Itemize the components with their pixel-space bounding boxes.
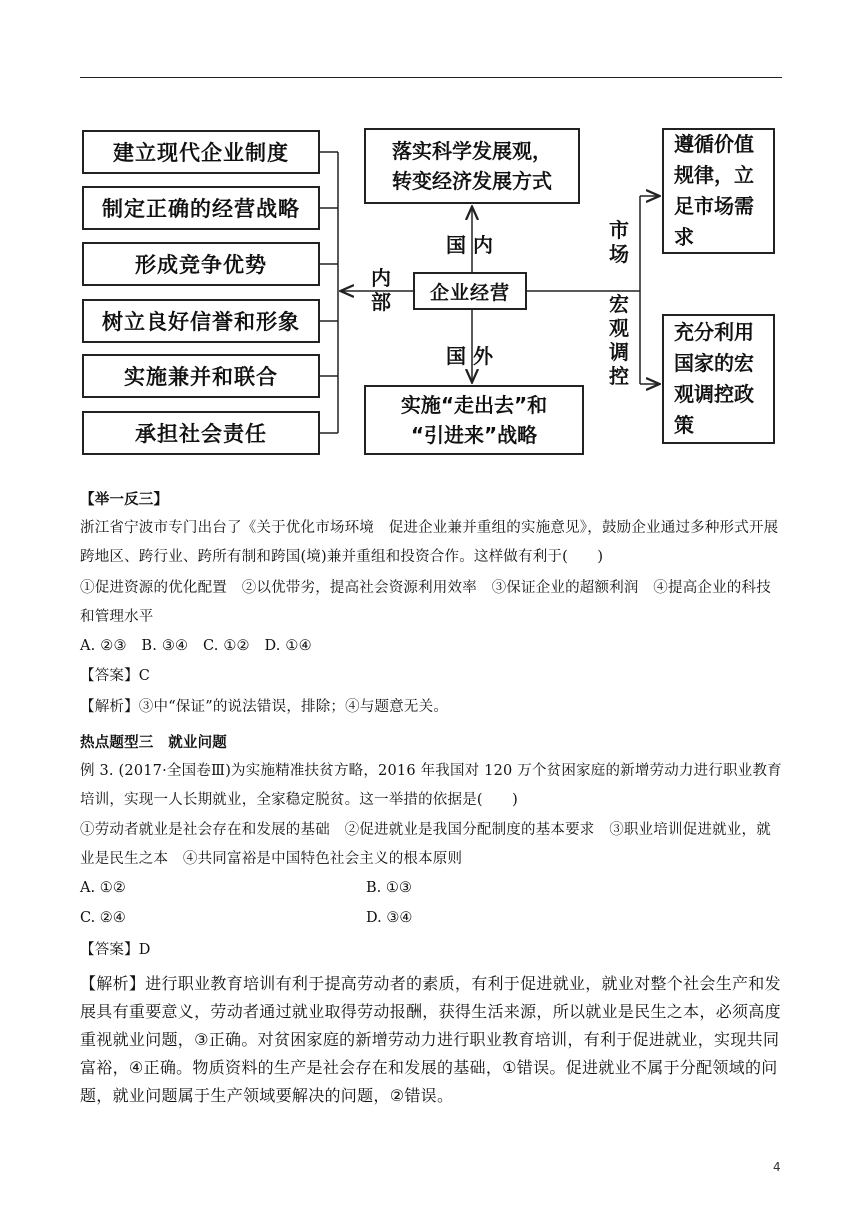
section-heading: 【举一反三】 (80, 492, 169, 508)
label-domestic: 国 内 (446, 233, 493, 257)
section-heading: 热点题型三 就业问题 (80, 735, 227, 751)
statements-text: ①劳动者就业是社会存在和发展的基础 ②促进就业是我国分配制度的基本要求 ③职业培训促进就业，就业是民生之本 ④共同富裕是中国特色社会主义的根本原则 (80, 822, 771, 867)
analysis-text: 【解析】③中“保证”的说法错误，排除；④与题意无关。 (80, 699, 449, 715)
option-a: A. ①② (80, 880, 126, 896)
diagram-item: 承担社会责任 (82, 411, 320, 455)
enterprise-operation-diagram (0, 0, 860, 470)
macro-control-box: 充分利用 国家的宏 观调控政 策 (662, 314, 775, 444)
center-box: 企业经营 (413, 272, 527, 310)
label-market: 市场 (609, 218, 629, 266)
question-text: 浙江省宁波市专门出台了《关于优化市场环境 促进企业兼并重组的实施意见》，鼓励企业通过多种形式开展跨地区、跨行业、跨所有制和跨国(境)兼并重组和投资合作。这样做有利于( ) (80, 520, 779, 565)
label-foreign: 国 外 (446, 344, 493, 368)
answer-text: 【答案】D (80, 942, 151, 958)
analysis-text: 【解析】进行职业教育培训有利于提高劳动者的素质，有利于促进就业，就业对整个社会生产和发展具有重要意义，劳动者通过就业取得劳动报酬，获得生活来源，所以就业是民生之本，必须高度重视就业问题，③正确。对贫困家庭的新增劳动力进行职业教育培训，有利于促进就业，实现共同富裕，④正确。物质资料的生产是社会存在和发展的基础，①错误。促进就业不属于分配领域的问题，就业问题属于生产领域要解决的问题，②错误。 (80, 974, 781, 1105)
options-text: A. ②③ B. ③④ C. ①② D. ①④ (80, 638, 312, 654)
label-macro-control: 宏观调控 (609, 292, 629, 388)
question-text: 例 3. (2017·全国卷Ⅲ)为实施精准扶贫方略，2016 年我国对 120 万个贫困家庭的新增劳动力进行职业教育培训，实现一人长期就业，全家稳定脱贫。这一举措的依据是( ) (80, 763, 782, 808)
option-b: B. ①③ (366, 880, 412, 896)
option-d: D. ③④ (366, 910, 413, 926)
market-box: 遵循价值 规律，立 足市场需 求 (662, 128, 775, 254)
option-c: C. ②④ (80, 910, 126, 926)
diagram-item: 制定正确的经营战略 (82, 186, 320, 230)
diagram-item: 形成竞争优势 (82, 242, 320, 286)
label-internal: 内部 (371, 266, 391, 314)
page-number: 4 (773, 1160, 781, 1174)
diagram-item: 树立良好信誉和形象 (82, 299, 320, 343)
answer-text: 【答案】C (80, 668, 151, 684)
diagram-item: 实施兼并和联合 (82, 354, 320, 398)
diagram-item: 建立现代企业制度 (82, 130, 320, 174)
foreign-box: 实施“走出去”和 “引进来”战略 (364, 385, 584, 455)
domestic-box: 落实科学发展观， 转变经济发展方式 (364, 128, 580, 204)
statements-text: ①促进资源的优化配置 ②以优带劣，提高社会资源利用效率 ③保证企业的超额利润 ④提高企业的科技和管理水平 (80, 580, 771, 625)
